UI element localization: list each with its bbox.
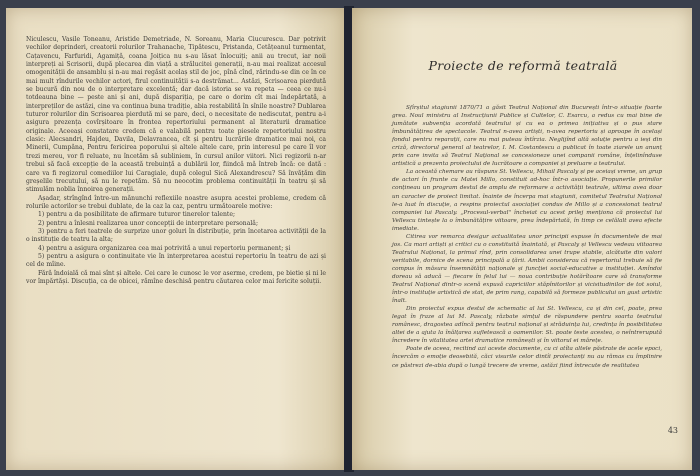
page-number: 43: [667, 426, 678, 435]
paragraph: Din proiectul expus destul de schematic al lui St. Vellescu, ca și din cel, poate, prea legat în fraze al lui M. Pascaly, răzbate simțul de răspundere pentru soarta teatrului românesc, dragostea adîncă pentru teatrul național și străduința lui, credința în posibilitatea altei de a ajuta la înălțarea sufletească a oamenilor. St. poate teste acestea, o neîntrerupută încredere în vitalitatea artei dramatice românești și în viitorul ei mărețe.: [392, 306, 662, 345]
paragraph: Așadar, strîngînd între-un mănunchi reflexiile noastre asupra acestei probleme, credem că rolurile actorilor se trebui dublate, de la caz la caz, pentru următoarele motive:: [26, 194, 326, 210]
list-item: 1) pentru a da posibilitate de afirmare tuturor tinerelor talente;: [38, 211, 236, 219]
paragraph: Poate de aceea, recitind azi aceste documente, cu ci atîta altele păstrate de acele epoci, încercăm o emoție deosebită, căci visurile celor dintîi proiectanți nu au rămas cu împlinire ce păstrezi de-abia după o lungă trecere de vreme, astăzi fiind întrecute de realitatea: [392, 346, 662, 369]
paragraph: Citirea vor remarca desigur actualitatea unor principii expuse în documentele de mai jos. Ca mari artiști și critici cu o constituită înaintată, și Pascaly și Vellescu vedeau viitoarea Teatrului Național, la primul rînd, prin consolidarea unei trupe stabile, alcătuite din valori veritabile, dornice de scena principală a țării. Ambii considerau că repertoriul trebuie să fie compus în măsura însemnătății naționale și funcției social-educative a instituției. Amîndoi doreau să aducă — fiecare în felul lui — noua contribuție hotărîtoare care să transforme Teatrul Național dintr-o scenă expusă capriciilor stăpînitorilor și vicisitudinilor de tot soiul, într-o instituție artistică de stat, de prim rang, capabilă să formeze publicului un gust artistic înalt.: [392, 233, 662, 305]
left-page: [6, 8, 346, 470]
list-item: 5) pentru a asigura o continuitate vie în interpretarea acestui repertoriu în teatru de azi și cel de mîine.: [26, 252, 326, 269]
left-page-text: [26, 36, 326, 286]
page-title: Proiecte de reformă teatrală: [428, 58, 618, 73]
paragraph: Fără îndoială că mai sînt și altele. Cei care le cunosc le vor aserme, credem, pe bietie și ni le vor împărtăși. Discuția, ca de obicei, rămîne deschisă pentru căutarea celor mai fericite soluții.: [26, 269, 326, 285]
list-item: 3) pentru a feri teatrele de surprize unor goluri în distribuție, prin încetarea activității de la o instituție de teatru la alta;: [26, 227, 326, 244]
right-page-text: [392, 104, 662, 370]
paragraph: La această chemare au răspuns St. Vellescu, Mihail Pascaly și pe aceiași vreme, un grup de actori în frunte cu Matei Millo, constituit ad-hoc într-o asociație. Propunerile primilor conțineau un program destul de amplu de reformare a activității teatrale, ultima avea doar un caracter de proiect limitat. înainte de încerpa mai stagiunii, comitetul Teatrului Național le-a luat în discuție, a respins proiectul asociației condus de Millo și a concesionat teatrul companiei lui Pascaly. „Procesul-verbal" încheiat cu acest prilej menționa că proiectul lui Vellescu tintește la o îmbunătățire viitoare, prea îndepărtată, în timp ce celălalt avea efecte imediate.: [392, 169, 662, 232]
list-item: 2) pentru a înlesni realizarea unor concepții de interpretare personală;: [38, 219, 258, 227]
list-item: 4) pentru a asigura organizarea cea mai potrivită a unui repertoriu permanent; și: [38, 244, 291, 252]
paragraph: Sfîrșitul stagiunii 1870/71 a găsit Teatrul Național din București într-o situație foarte grea. Noul ministru al Instrucțiunii Publice și Cultelor, C. Esarcu, a redus cu mai bine de jumătate subvenția acordată teatrului și cu ea o primea inițiativa și o pus stare îmbunătățirea de spectacole. Teatrul n-avea artiști, n-avea repertoriu și aproape în același fondul pentru reparații, care nu mai puteau întîrzia. Neglijînd altă soluție pentru a ieși din criză, directorul general al teatrelor, I. M. Costantescu a publicat în toate ziarele un anunț prin care invita să Teatrul Național se concesioneze unei companii române, înțelinînduse artistică a prezenta proiectului de lucrătoare a companiei și preluare a teatrului.: [392, 105, 662, 168]
paragraph: Niculescu, Vasile Toneanu, Aristide Demetriade, N. Soreanu, Maria Ciucurescu. Dar potrivit vechilor deprinderi, creatorii rolurilor Trahanache, Tipătescu, Pristanda, Cetățeanul turmentat, Cațavencu, Farfuridi, Agamiță, coana Joițica nu s-au lăsat înlocuiți; anii au trecut, iar noii interpreți ai Scrisorii, după plecarea din viață a strălucitei generații, n-au mai realizat accesul omogenității de ansamblu și n-au mai regăsit acelaș stil de joc, pînă cînd, rărindu-se din ce în ce mai mult rîndurile vechilor actori, firul continuității s-a destrămat... Astăzi, Scrisoarea pierdută se bucură din nou de o interpretare excelentă; dar dacă istoria se va repeta — ceea ce nu-i totdeauna bine — peste ani și ani, după dispariția, pe care o dorim cît mai îndepărtată, a interpreților de astăzi, cine va continua buna tradiție, abia restabilită în sînile noastre? Dublarea tuturor rolurilor din Scrisoarea pierdută mi se pare, deci, o necesitate de nediscutat, pentru a-i asigura prezența covîrșitoare în frontea repertoriului permanent al literaturii dramatice originale. Aceeași constatare credem că e valabilă pentru toate piesele repertoriului nostru clasic: Alecsandri, Hajdeu, Davila, Delavrancea, cît și pentru lucrările dramatice mai noi, ca Minerii, Cumpăna, Pentru fericirea poporului și altele altele care, prin interesul pe care îl vor trezi mereu, vor fi reluate, nu încetăm să subliniem, în cursul anilor viitori. Nici regizorii n-ar trebui să facă excepție de la această trebuință a dublării lor, fiindcă mă întreb încă: ce dată : care va fi regizorul comediilor lui Caragiale, după colegul Sică Alexandrescu? Să învățăm din greșelile trecutului, să nu le repetăm. Să nu neocotim problema continuității în teatru și să stimulăm noblia înnoirea generații.: [26, 36, 326, 194]
right-page: [352, 8, 692, 470]
